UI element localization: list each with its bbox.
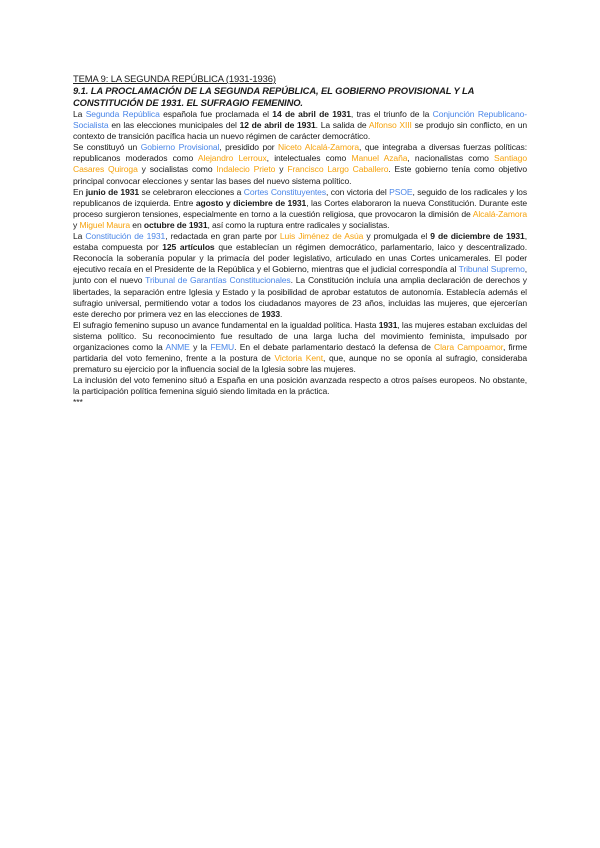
text-run: , así como la ruptura entre radicales y socialistas. <box>207 219 390 230</box>
text-run: se produjo sin conflicto, en un contexto de transición pacífica hacia un nuevo régimen de carácter democrático. <box>73 120 527 142</box>
person-name-highlight: Alfonso XIII <box>368 120 412 131</box>
text-run: , las Cortes elaboraron la nueva Constitución. Durante este proceso surgieron tensiones, especialmente en torno a la cuestión religiosa, que provocaron la dimisión de <box>73 197 527 219</box>
text-run: , nacionalistas como <box>407 153 495 164</box>
paragraph <box>73 397 527 408</box>
person-name-highlight: Alcalá-Zamora <box>472 208 527 219</box>
bold-date: 1933 <box>261 308 280 319</box>
document-title: TEMA 9: LA SEGUNDA REPÚBLICA (1931-1936) <box>73 73 276 84</box>
text-run: , que, aunque no se oponía al sufragio, consideraba prematuro su ejercicio por la influencia social de la Iglesia sobre las mujeres. <box>73 353 527 375</box>
bold-date: junio de 1931 <box>85 186 140 197</box>
term-highlight: Conjunción Republicano-Socialista <box>73 109 527 131</box>
text-run: , seguido de los radicales y los republicanos de izquierda. Entre <box>73 186 528 208</box>
term-highlight: Cortes Constituyentes <box>243 186 326 197</box>
person-name-highlight: Clara Campoamor <box>434 341 503 352</box>
text-run: y la <box>189 341 211 352</box>
paragraph <box>73 142 527 186</box>
paragraph <box>73 187 527 231</box>
bold-date: octubre de 1931 <box>143 219 208 230</box>
text-run: . <box>280 308 283 319</box>
text-run: se celebraron elecciones a <box>139 186 244 197</box>
text-run: La inclusión del voto femenino situó a España en una posición avanzada respecto a otros países europeos. No obstante, la participación política femenina siguió siendo limitada en la práctica. <box>73 375 527 397</box>
person-name-highlight: Miguel Maura <box>79 219 131 230</box>
text-run: La <box>73 109 86 119</box>
text-run: , junto con el nuevo <box>73 264 528 286</box>
term-highlight: Tribunal de Garantías Constitucionales <box>145 275 291 286</box>
text-run: y promulgada el <box>363 231 431 242</box>
text-run: Se constituyó un <box>73 142 141 153</box>
text-run: . En el debate parlamentario destacó la defensa de <box>234 341 435 352</box>
paragraph <box>73 375 527 397</box>
person-name-highlight: Niceto Alcalá-Zamora <box>278 142 360 153</box>
paragraph <box>73 320 527 375</box>
bold-date: 1931 <box>378 319 398 330</box>
paragraph-list <box>73 109 527 409</box>
person-name-highlight: Indalecio Prieto <box>216 164 276 175</box>
text-run: en las elecciones municipales del <box>108 120 240 131</box>
term-highlight: PSOE <box>389 186 413 197</box>
text-run: española fue proclamada el <box>159 109 273 119</box>
person-name-highlight: Alejandro Lerroux <box>197 153 267 164</box>
text-run: La <box>73 231 86 242</box>
text-run: , con victoria del <box>326 186 390 197</box>
text-run: . Este gobierno tenía como objetivo principal convocar elecciones y sentar las bases del nuevo sistema político. <box>73 164 528 186</box>
document-content <box>73 73 527 409</box>
person-name-highlight: Victoria Kent <box>274 353 323 364</box>
term-highlight: Tribunal Supremo <box>458 264 525 275</box>
text-run: . La salida de <box>315 120 369 131</box>
bold-date: agosto y diciembre de 1931 <box>195 197 307 208</box>
person-name-highlight: Manuel Azaña <box>351 153 408 164</box>
text-run: , que integraba a diversas fuerzas políticas: republicanos moderados como <box>73 142 528 164</box>
paragraph <box>73 231 527 320</box>
text-run: , las mujeres estaban excluidas del sistema político. Su reconocimiento fue resultado de una larga lucha del movimiento feminista, impulsado por organizaciones como la <box>73 319 527 352</box>
text-run: , redactada en gran parte por <box>165 231 280 242</box>
term-highlight: Constitución de 1931 <box>85 231 166 242</box>
term-highlight: FEMU <box>210 341 235 352</box>
text-run: y <box>73 219 80 230</box>
text-run: que establecían un régimen democrático, parlamentario, laico y descentralizado. Reconocía la soberanía popular y la primacía del poder legislativo, articulado en unas Cortes unicamerales. El poder ejecutivo recaía en el Presidente de la República y el Gobierno, mientras que el judicial correspondía al <box>73 242 527 275</box>
text-run: y <box>275 164 288 175</box>
person-name-highlight: Francisco Largo Caballero <box>287 164 389 175</box>
person-name-highlight: Luis Jiménez de Asúa <box>279 231 364 242</box>
text-run: En <box>73 186 86 197</box>
section-heading: 9.1. LA PROCLAMACIÓN DE LA SEGUNDA REPÚBLICA, EL GOBIERNO PROVISIONAL Y LA CONSTITUCIÓN DE 1931. EL SUFRAGIO FEMENINO. <box>73 85 474 108</box>
text-run: . La Constitución incluía una amplia declaración de derechos y libertades, la separación entre Iglesia y Estado y la posibilidad de aprobar estatutos de autonomía. Establecía además el sufragio universal, permitiendo votar a todos los ciudadanos mayores de 23 años, incluidas las mujeres, que ejercerían este derecho por primera vez en las elecciones de <box>73 275 527 319</box>
text-run: , firme partidaria del voto femenino, frente a la postura de <box>73 341 528 364</box>
bold-date: 125 artículos <box>162 242 215 253</box>
text-run: , tras el triunfo de la <box>350 109 433 119</box>
bold-date: 12 de abril de 1931 <box>239 120 316 131</box>
text-run: y socialistas como <box>137 164 217 175</box>
term-highlight: Gobierno Provisional <box>140 142 220 153</box>
text-run: El sufragio femenino supuso un avance fundamental en la igualdad política. Hasta <box>73 319 379 330</box>
bold-date: 9 de diciembre de 1931 <box>430 231 525 242</box>
text-run: *** <box>73 397 83 408</box>
term-highlight: ANME <box>165 341 190 352</box>
text-run: en <box>130 219 144 230</box>
text-run: , intelectuales como <box>266 153 352 164</box>
text-run: , estaba compuesta por <box>73 231 527 253</box>
text-run: , presidido por <box>219 142 279 153</box>
bold-date: 14 de abril de 1931 <box>272 109 351 119</box>
paragraph <box>73 109 527 142</box>
term-highlight: Segunda República <box>85 109 160 119</box>
person-name-highlight: Santiago Casares Quiroga <box>73 153 527 175</box>
